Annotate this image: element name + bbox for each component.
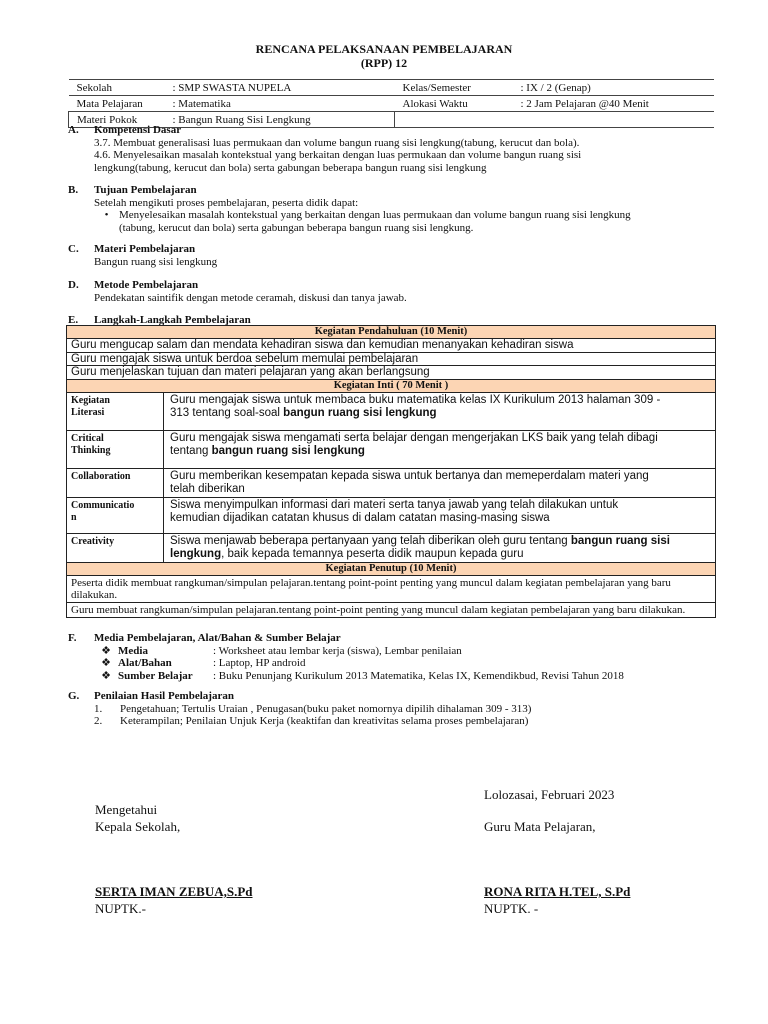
list-item [94,657,728,670]
identity-value: : 2 Jam Pelajaran @40 Menit [520,97,649,110]
section-number: C. [68,243,79,255]
left-caption: Mengetahui [95,802,158,817]
pendahuluan-header: Kegiatan Pendahuluan (10 Menit) [67,326,716,339]
left-nuptk: NUPTK.- [95,901,146,916]
kd-item: lengkung(tabung, kerucut dan bola) serta gabungan beberapa bangun ruang sisi lengkung [94,161,487,174]
text-line: 313 tentang soal-soal [170,406,284,419]
identity-table [68,79,714,128]
media-value: : Buku Penunjang Kurikulum 2013 Matematika, Kelas IX, Kemendikbud, Revisi Tahun 2018 [213,669,624,682]
right-role: Guru Mata Pelajaran, [484,819,596,834]
inti-row-critical [67,430,716,468]
section-heading: Kompetensi Dasar [94,124,182,136]
text-line: , baik kepada temannya peserta didik maupun kepada guru [221,547,524,560]
identity-row [69,96,715,112]
section-number: D. [68,279,79,291]
inti-header: Kegiatan Inti ( 70 Menit ) [67,379,716,392]
penilaian-text: Pengetahuan; Tertulis Uraian , Penugasan(buku paket nomornya dipilih dihalaman 309 - 313) [120,702,532,715]
label-line: Communicatio [71,499,135,511]
identity-value: : SMP SWASTA NUPELA [172,81,292,94]
identity-label: Materi Pokok [77,113,138,126]
section-number: B. [68,184,79,196]
text-line: kemudian dijadikan catatan khusus di dalam catatan masing-masing siswa [170,511,550,524]
media-key: Alat/Bahan [118,657,172,669]
identity-label: Sekolah [76,81,112,94]
label-line: Kegiatan [71,394,110,406]
tujuan-item-cont: (tabung, kerucut dan bola) serta gabungan beberapa bangun ruang sisi lengkung. [119,221,474,234]
pendahuluan-row: Guru mengajak siswa untuk berdoa sebelum memulai pembelajaran [67,352,716,366]
inti-row-creativity [67,533,716,562]
media-value: : Laptop, HP android [213,657,306,669]
section-materi [68,243,728,268]
section-penilaian [68,690,728,728]
section-number: F. [68,632,77,644]
list-item [94,645,728,658]
section-number: G. [68,690,80,702]
inti-row-communication [67,497,716,533]
text-line: Guru mengajak siswa untuk membaca buku matematika kelas IX Kurikulum 2013 halaman 309 - [170,393,661,406]
bullet-icon: • [104,209,109,221]
inti-label [67,392,164,430]
section-number: E. [68,314,79,326]
section-heading: Metode Pembelajaran [94,279,199,291]
inti-label [67,468,164,497]
penilaian-text: Keterampilan; Penilaian Unjuk Kerja (keaktifan dan kreativitas selama proses pembelajaran) [120,715,529,727]
label-line: Literasi [71,406,105,418]
section-media [68,632,728,682]
media-value: : Worksheet atau lembar kerja (siswa), Lembar penilaian [213,644,462,657]
identity-value: : IX / 2 (Genap) [520,81,591,94]
inti-text [164,392,716,430]
right-nuptk: NUPTK. - [484,901,539,916]
right-name: RONA RITA H.TEL, S.Pd [484,884,631,899]
pendahuluan-row: Guru menjelaskan tujuan dan materi pelajaran yang akan berlangsung [67,366,716,380]
signature-left [95,801,180,835]
penilaian-list [68,703,728,728]
section-heading: Penilaian Hasil Pembelajaran [94,690,234,702]
metode-text: Pendekatan saintifik dengan metode ceramah, diskusi dan tanya jawab. [94,291,407,304]
list-item [94,715,728,728]
section-metode [68,279,728,304]
inti-text [164,497,716,533]
inti-label [67,497,164,533]
left-signatory [95,883,253,917]
inti-text [164,468,716,497]
text-bold: bangun ruang sisi lengkung [283,406,437,419]
inti-label [67,430,164,468]
text-line: Siswa menyimpulkan informasi dari materi serta tanya jawab yang telah dilakukan untuk [170,498,619,511]
doc-title: RENCANA PELAKSANAAN PEMBELAJARAN [255,42,513,56]
penutup-header: Kegiatan Penutup (10 Menit) [67,562,716,575]
section-heading: Media Pembelajaran, Alat/Bahan & Sumber Belajar [94,632,341,644]
diamond-bullet-icon: ❖ [101,644,111,657]
label-line: Thinking [71,444,111,456]
identity-value: : Matematika [172,97,231,110]
media-key: Media [118,644,148,657]
penutup-row: Peserta didik membuat rangkuman/simpulan pelajaran.tentang point-point penting yang muncul dalam kegiatan pembelajaran yang baru dilakukan. [67,575,716,602]
label-line: Collaboration [71,470,131,482]
section-number: A. [68,124,79,136]
place-date: Lolozasai, Februari 2023 [484,787,615,802]
kd-item: 4.6. Menyelesaikan masalah kontekstual yang berkaitan dengan luas permukaan dan volume bangun ruang sisi [94,149,582,161]
identity-value: : Bangun Ruang Sisi Lengkung [165,112,395,128]
section-heading: Materi Pembelajaran [94,243,196,255]
text-line: Guru memberikan kesempatan kepada siswa untuk bertanya dan memeperdalam materi yang [170,469,649,482]
penutup-row: Guru membuat rangkuman/simpulan pelajaran.tentang point-point penting yang muncul dalam kegiatan pembelajaran yang baru dilakukan. [67,602,716,617]
section-heading: Tujuan Pembelajaran [94,184,197,196]
item-number: 2. [94,715,103,727]
inti-text [164,430,716,468]
media-list [68,645,728,683]
diamond-bullet-icon: ❖ [101,657,111,669]
doc-subtitle: (RPP) 12 [360,56,408,70]
tujuan-intro: Setelah mengikuti proses pembelajaran, peserta didik dapat: [94,196,359,209]
text-line: Siswa menjawab beberapa pertanyaan yang telah diberikan oleh guru tentang [170,534,571,547]
text-bold: bangun ruang sisi lengkung [211,444,365,457]
inti-row-literasi [67,392,716,430]
media-key: Sumber Belajar [118,669,193,682]
list-item [94,703,728,716]
inti-row-collaboration [67,468,716,497]
pendahuluan-row: Guru mengucap salam dan mendata kehadiran siswa dan kemudian menanyakan kehadiran siswa [67,339,716,353]
identity-label: Alokasi Waktu [402,97,468,110]
diamond-bullet-icon: ❖ [101,669,111,682]
inti-label [67,533,164,562]
label-line: Creativity [71,535,115,547]
text-line: tentang [170,444,212,457]
right-signatory [484,883,630,917]
section-kompetensi-dasar [68,124,728,174]
label-line: n [71,511,77,523]
langkah-table [66,325,716,618]
left-name: SERTA IMAN ZEBUA,S.Pd [95,884,253,899]
list-item [94,670,728,683]
section-tujuan [68,184,728,234]
item-number: 1. [94,702,103,715]
identity-label: Mata Pelajaran [76,97,143,110]
materi-text: Bangun ruang sisi lengkung [94,255,218,268]
identity-label: Kelas/Semester [402,81,471,94]
tujuan-item: Menyelesaikan masalah kontekstual yang berkaitan dengan luas permukaan dan volume bangun ruang sisi lengkung [119,209,631,221]
text-line: Guru mengajak siswa mengamati serta belajar dengan mengerjakan LKS baik yang telah dibagi [170,431,658,444]
identity-row [69,80,715,96]
text-bold: lengkung [170,547,222,560]
inti-text [164,533,716,562]
kd-item: 3.7. Membuat generalisasi luas permukaan dan volume bangun ruang sisi lengkung(tabung, kerucut dan bola). [94,136,580,149]
text-bold: bangun ruang sisi [570,534,670,547]
left-role: Kepala Sekolah, [95,819,181,834]
section-heading: Langkah-Langkah Pembelajaran [94,314,251,326]
text-line: telah diberikan [170,482,245,495]
label-line: Critical [71,432,104,444]
